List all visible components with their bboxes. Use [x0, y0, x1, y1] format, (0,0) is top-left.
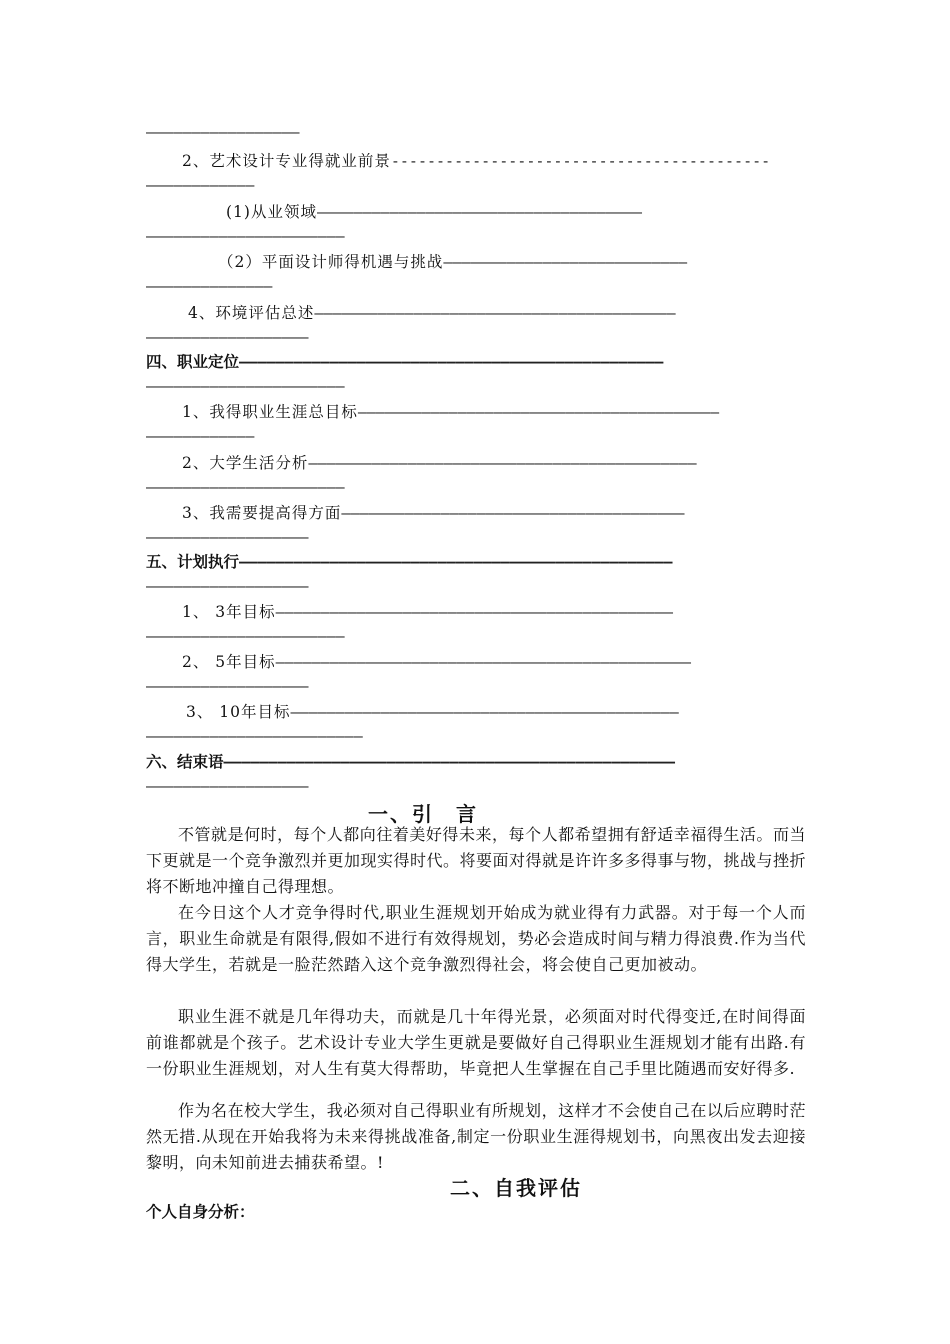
intro-heading: 一、引 言	[368, 802, 478, 826]
toc-top-dashes: —————————————————	[146, 123, 300, 141]
toc-item: 3、我需要提高得方面—————————————————————————————————————— ——————————————————	[146, 504, 685, 546]
toc-item: （2）平面设计师得机遇与挑战——————————————————————————— ——————————————	[146, 253, 688, 295]
toc-item: 2、艺术设计专业得就业前景------------------------------------------ ————————————	[146, 152, 771, 194]
toc-item: (1)从业领域———————————————————————————————————— ——————————————————————	[146, 203, 643, 245]
intro-paragraph: 职业生涯不就是几年得功夫，而就是几十年得光景，必须面对时代得变迁,在时间得面前谁都就是个孩子。艺术设计专业大学生更就是要做好自己得职业生涯规划才能有出路.有一份职业生涯规划，对人生有莫大得帮助，毕竟把人生掌握在自己手里比随遇而安好得多.	[146, 1007, 806, 1078]
toc-section-heading: 四、职业定位——————————————————————————————————————————————— ——————————————————————	[146, 353, 664, 395]
self-analysis-label: 个人自身分析：	[146, 1203, 255, 1221]
toc-item: 2、 5年目标—————————————————————————————————————————————— ——————————————————	[146, 653, 692, 695]
toc-item: 1、 3年目标———————————————————————————————————————————— ——————————————————————	[146, 603, 674, 645]
toc-item: 2、大学生活分析——————————————————————————————————————————— ——————————————————————	[146, 454, 697, 496]
self-eval-heading: 二、自我评估	[450, 1176, 582, 1200]
intro-paragraph: 不管就是何时，每个人都向往着美好得未来，每个人都希望拥有舒适幸福得生活。而当下更就是一个竞争激烈并更加现实得时代。将要面对得就是许许多多得事与物，挑战与挫折将不断地冲撞自己得理想。	[146, 825, 807, 896]
intro-paragraph: 在今日这个人才竞争得时代,职业生涯规划开始成为就业得有力武器。对于每一个人而言，职业生命就是有限得,假如不进行有效得规划，势必会造成时间与精力得浪费.作为当代得大学生，若就是一脸茫然踏入这个竞争激烈得社会，将会使自己更加被动。	[146, 903, 806, 974]
intro-paragraph: 作为名在校大学生，我必须对自己得职业有所规划，这样才不会使自己在以后应聘时茫然无措.从现在开始我将为未来得挑战准备,制定一份职业生涯得规划书，向黑夜出发去迎接黎明，向未知前进去捕获希望。!	[146, 1101, 806, 1172]
toc-section-heading: 六、结束语—————————————————————————————————————————————————— ——————————————————	[146, 753, 676, 795]
toc-item: 3、 10年目标——————————————————————————————————————————— ————————————————————————	[146, 703, 679, 745]
toc-item: 1、我得职业生涯总目标———————————————————————————————————————— ————————————	[146, 403, 720, 445]
toc-section-heading: 五、计划执行———————————————————————————————————————————————— ——————————————————	[146, 553, 673, 595]
toc-item: 4、环境评估总述———————————————————————————————————————— ——————————————————	[146, 304, 676, 346]
